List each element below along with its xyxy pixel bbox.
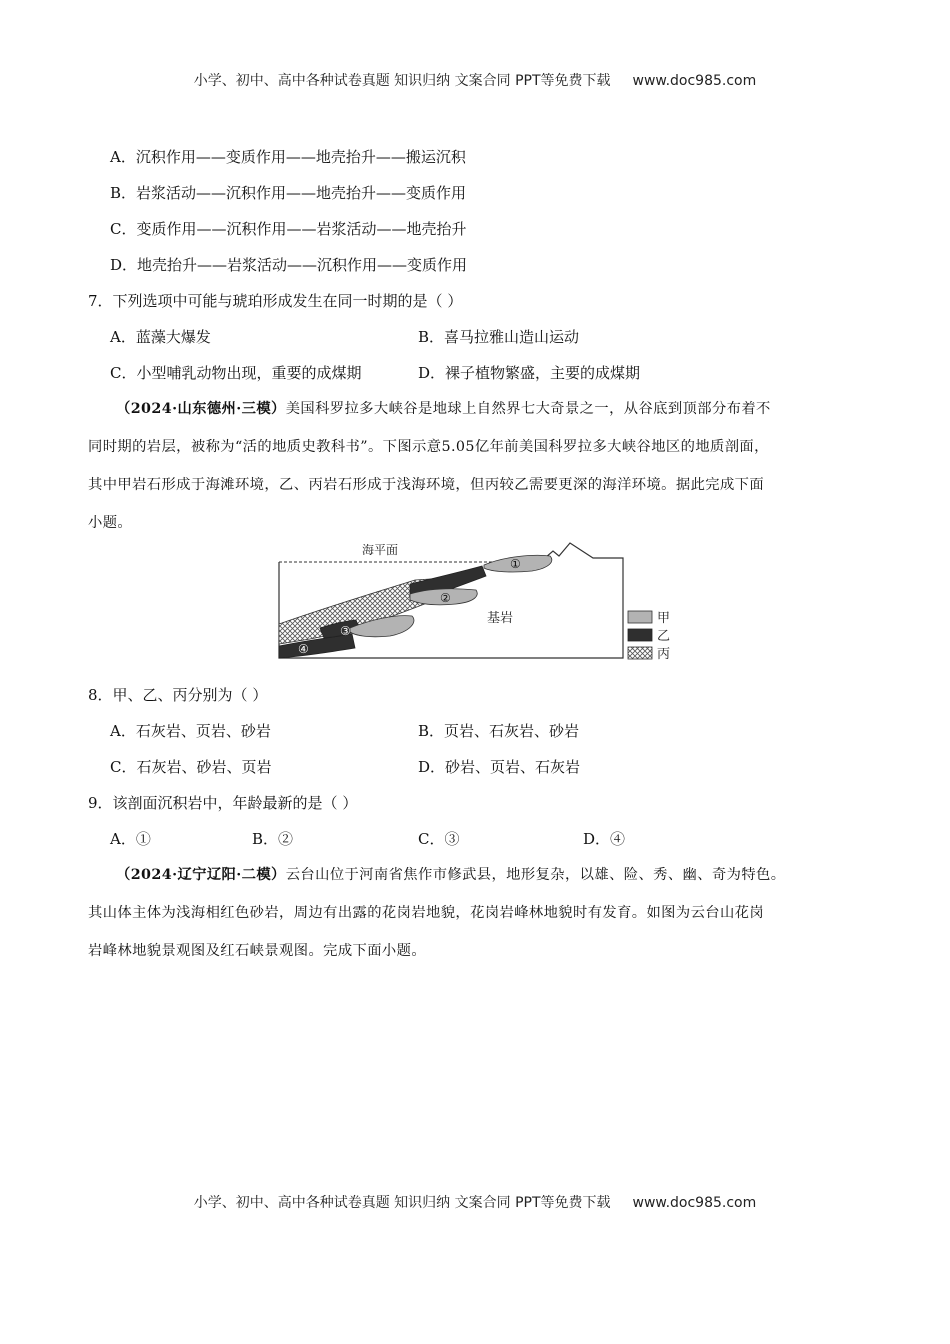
q7-option-c: C．小型哺乳动物出现，重要的成煤期: [110, 364, 362, 382]
passage1-line1: [88, 398, 878, 418]
passage2-line2: 其山体主体为浅海相红色砂岩，周边有出露的花岗岩地貌，花岗岩峰林地貌时有发育。如图为云台山花岗: [88, 905, 765, 921]
q9-option-d: D．④: [583, 830, 626, 848]
q7-stem: 7．下列选项中可能与琥珀形成发生在同一时期的是（ ）: [88, 292, 463, 310]
legend-jia-label: 甲: [657, 611, 671, 626]
q8-option-c: C．石灰岩、砂岩、页岩: [110, 758, 272, 776]
legend-jia-swatch: [628, 611, 652, 623]
header-url[interactable]: www.doc985.com: [632, 73, 757, 89]
passage1-text1: 美国科罗拉多大峡谷是地球上自然界七大奇景之一，从谷底到顶部分布着不: [285, 401, 771, 417]
mark-2: ②: [440, 591, 451, 605]
q9-stem: 9．该剖面沉积岩中，年龄最新的是（ ）: [88, 794, 358, 812]
q8-stem: 8．甲、乙、丙分别为（ ）: [88, 686, 268, 704]
page-header: [0, 70, 950, 90]
header-text: 小学、初中、高中各种试卷真题 知识归纳 文案合同 PPT等免费下载: [193, 73, 611, 89]
q9-option-b: B．②: [252, 830, 294, 848]
footer-url[interactable]: www.doc985.com: [632, 1195, 757, 1211]
page-footer: [0, 1192, 950, 1212]
legend-bing-swatch: [628, 647, 652, 659]
q7-option-b: B．喜马拉雅山造山运动: [418, 328, 580, 346]
q6-option-a: A．沉积作用——变质作用——地壳抬升——搬运沉积: [110, 148, 466, 166]
mark-4: ④: [298, 642, 309, 656]
q9-option-a: A．①: [110, 830, 151, 848]
q7-option-d: D．裸子植物繁盛，主要的成煤期: [418, 364, 641, 382]
q8-option-a: A．石灰岩、页岩、砂岩: [110, 722, 271, 740]
legend-yi-swatch: [628, 629, 652, 641]
passage1-line4: 小题。: [88, 515, 133, 531]
q8-option-b: B．页岩、石灰岩、砂岩: [418, 722, 580, 740]
q6-option-d: D．地壳抬升——岩浆活动——沉积作用——变质作用: [110, 256, 468, 274]
q6-option-b: B．岩浆活动——沉积作用——地壳抬升——变质作用: [110, 184, 467, 202]
q6-option-c: C．变质作用——沉积作用——岩浆活动——地壳抬升: [110, 220, 467, 238]
legend-yi-label: 乙: [657, 629, 671, 644]
sea-level-label: 海平面: [362, 543, 399, 557]
passage1-line3: 其中甲岩石形成于海滩环境，乙、丙岩石形成于浅海环境，但丙较乙需要更深的海洋环境。据此完成下面: [88, 477, 765, 493]
passage1-source: （2024·山东德州·三模）: [116, 401, 286, 417]
geologic-section-figure: [270, 536, 690, 666]
q9-option-c: C．③: [418, 830, 460, 848]
mark-1: ①: [510, 557, 521, 571]
q7-option-a: A．蓝藻大爆发: [110, 328, 211, 346]
passage2-text1: 云台山位于河南省焦作市修武县，地形复杂，以雄、险、秀、幽、奇为特色。: [285, 867, 786, 883]
q8-option-d: D．砂岩、页岩、石灰岩: [418, 758, 581, 776]
footer-text: 小学、初中、高中各种试卷真题 知识归纳 文案合同 PPT等免费下载: [193, 1195, 611, 1211]
passage2-line1: [88, 864, 878, 884]
bedrock-label: 基岩: [487, 611, 514, 626]
passage2-source: （2024·辽宁辽阳·二模）: [116, 867, 286, 883]
mark-3: ③: [340, 624, 351, 638]
legend-bing-label: 丙: [657, 647, 671, 662]
passage1-line2: 同时期的岩层，被称为“活的地质史教科书”。下图示意5.05亿年前美国科罗拉多大峡谷地区的地质剖面，: [88, 439, 769, 455]
passage2-line3: 岩峰林地貌景观图及红石峡景观图。完成下面小题。: [88, 943, 427, 959]
